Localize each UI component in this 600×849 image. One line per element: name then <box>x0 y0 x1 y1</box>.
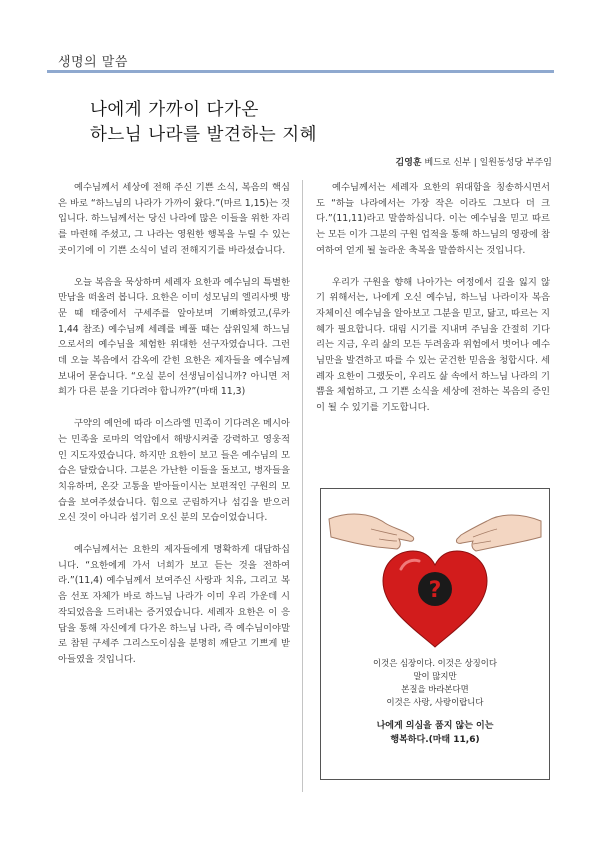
author-name: 김영훈 <box>395 158 422 168</box>
left-column <box>58 180 290 684</box>
illustration-box <box>320 488 550 780</box>
poem <box>321 657 549 747</box>
paragraph: 구약의 예언에 따라 이스라엘 민족이 기다려온 메시아는 민족을 로마의 억압에서 해방시켜줄 강력하고 영웅적인 지도자였습니다. 하지만 요한이 보고 들은 예수님의 모습은 달랐습니다. 그분은 가난한 이들을 돌보고, 병자들을 치유하며, 온갖 고통을 받아들이시는 보편적인 구원의 모습을 보여주셨습니다. 힘으로 군림하거나 섬김을 받으러 오신 것이 아니라 섬기러 오신 분의 모습이었습니다. <box>58 418 290 524</box>
right-column <box>316 180 550 432</box>
scripture-line: 나에게 의심을 품지 않는 이는 <box>376 721 494 731</box>
poem-line: 이것은 심장이다. 이것은 상징이다 <box>373 658 497 668</box>
article-title <box>90 98 317 148</box>
byline <box>396 155 552 168</box>
scripture-line: 행복하다.(마태 11,6) <box>390 735 480 745</box>
right-pointing-hand-icon <box>456 515 541 551</box>
heart-question-icon <box>321 489 549 654</box>
section-label: 생명의 말씀 <box>58 55 128 70</box>
paragraph: 예수님께서는 요한의 제자들에게 명확하게 대답하십니다. “요한에게 가서 너희가 보고 듣는 것을 전하여라.”(11,4) 예수님께서 보여주신 사랑과 치유, 그리고 복음 선포 자체가 바로 하느님 나라가 이미 우리 가운데 시작되었음을 드러내는 증거였습니다. 세례자 요한은 이 응답을 통해 자신에게 다가온 하느님 나라, 즉 예수님이야말로 참된 구세주 그리스도이심을 분명히 깨닫고 기쁘게 받아들였을 것입니다. <box>58 544 290 665</box>
column-divider <box>302 180 303 792</box>
paragraph: 예수님께서 세상에 전해 주신 기쁜 소식, 복음의 핵심은 바로 “하느님의 나라가 가까이 왔다.”(마르 1,15)는 것입니다. 하느님께서는 당신 나라에 많은 이들을 위한 자리를 마련해 주셨고, 그 나라는 영원한 행복을 누릴 수 있는 곳이기에 이 기쁜 소식이 널리 전해지기를 바라셨습니다. <box>58 182 290 256</box>
author-detail: 베드로 신부 | 일원동성당 부주임 <box>424 158 552 168</box>
poem-line: 이것은 사랑, 사랑이랍니다 <box>386 697 484 707</box>
question-mark: ? <box>428 578 442 603</box>
title-line-2: 하느님 나라를 발견하는 지혜 <box>90 125 318 145</box>
poem-line: 말이 많지만 <box>413 671 457 681</box>
title-line-1: 나에게 가까이 다가온 <box>90 100 259 120</box>
paragraph: 예수님께서는 세례자 요한의 위대함을 칭송하시면서도 “하늘 나라에서는 가장 작은 이라도 그보다 더 크다.”(11,11)라고 말씀하십니다. 이는 예수님을 믿고 따르는 모든 이가 그분의 구원 업적을 통해 하느님의 영광에 참여하여 얻게 될 놀라운 축복을 말씀하시는 것입니다. <box>316 182 550 256</box>
left-pointing-hand-icon <box>329 514 414 549</box>
poem-line: 본질을 바라본다면 <box>401 684 469 694</box>
paragraph: 우리가 구원을 향해 나아가는 여정에서 길을 잃지 않기 위해서는, 나에게 오신 예수님, 하느님 나라이자 복음 자체이신 예수님을 알아보고 그분을 믿고, 닮고, 따르는 지혜가 필요합니다. 대림 시기를 지내며 주님을 간절히 기다리는 지금, 우리 삶의 모든 두려움과 위험에서 벗어나 예수님만을 발견하고 따를 수 있는 굳건한 믿음을 청합시다. 세례자 요한이 그랬듯이, 우리도 삶 속에서 하느님 나라의 기쁨을 체험하고, 그 기쁜 소식을 세상에 전하는 복음의 증인이 될 수 있기를 기도합니다. <box>316 276 550 414</box>
top-rule <box>47 70 554 73</box>
paragraph: 오늘 복음을 묵상하며 세례자 요한과 예수님의 특별한 만남을 떠올려 봅니다. 요한은 이미 성모님의 엘리사벳 방문 때 태중에서 구세주를 알아보며 기뻐하였고,(루카 1,44 참조) 예수님께 세례를 베풀 때는 삼위일체 하느님으로서의 예수님을 체험한 위대한 선구자였습니다. 그런데 오늘 복음에서 감옥에 갇힌 요한은 제자들을 예수님께 보내어 묻습니다. “오실 분이 선생님이십니까? 아니면 저희가 다른 분을 기다려야 합니까?”(마태 11,3) <box>58 276 290 398</box>
